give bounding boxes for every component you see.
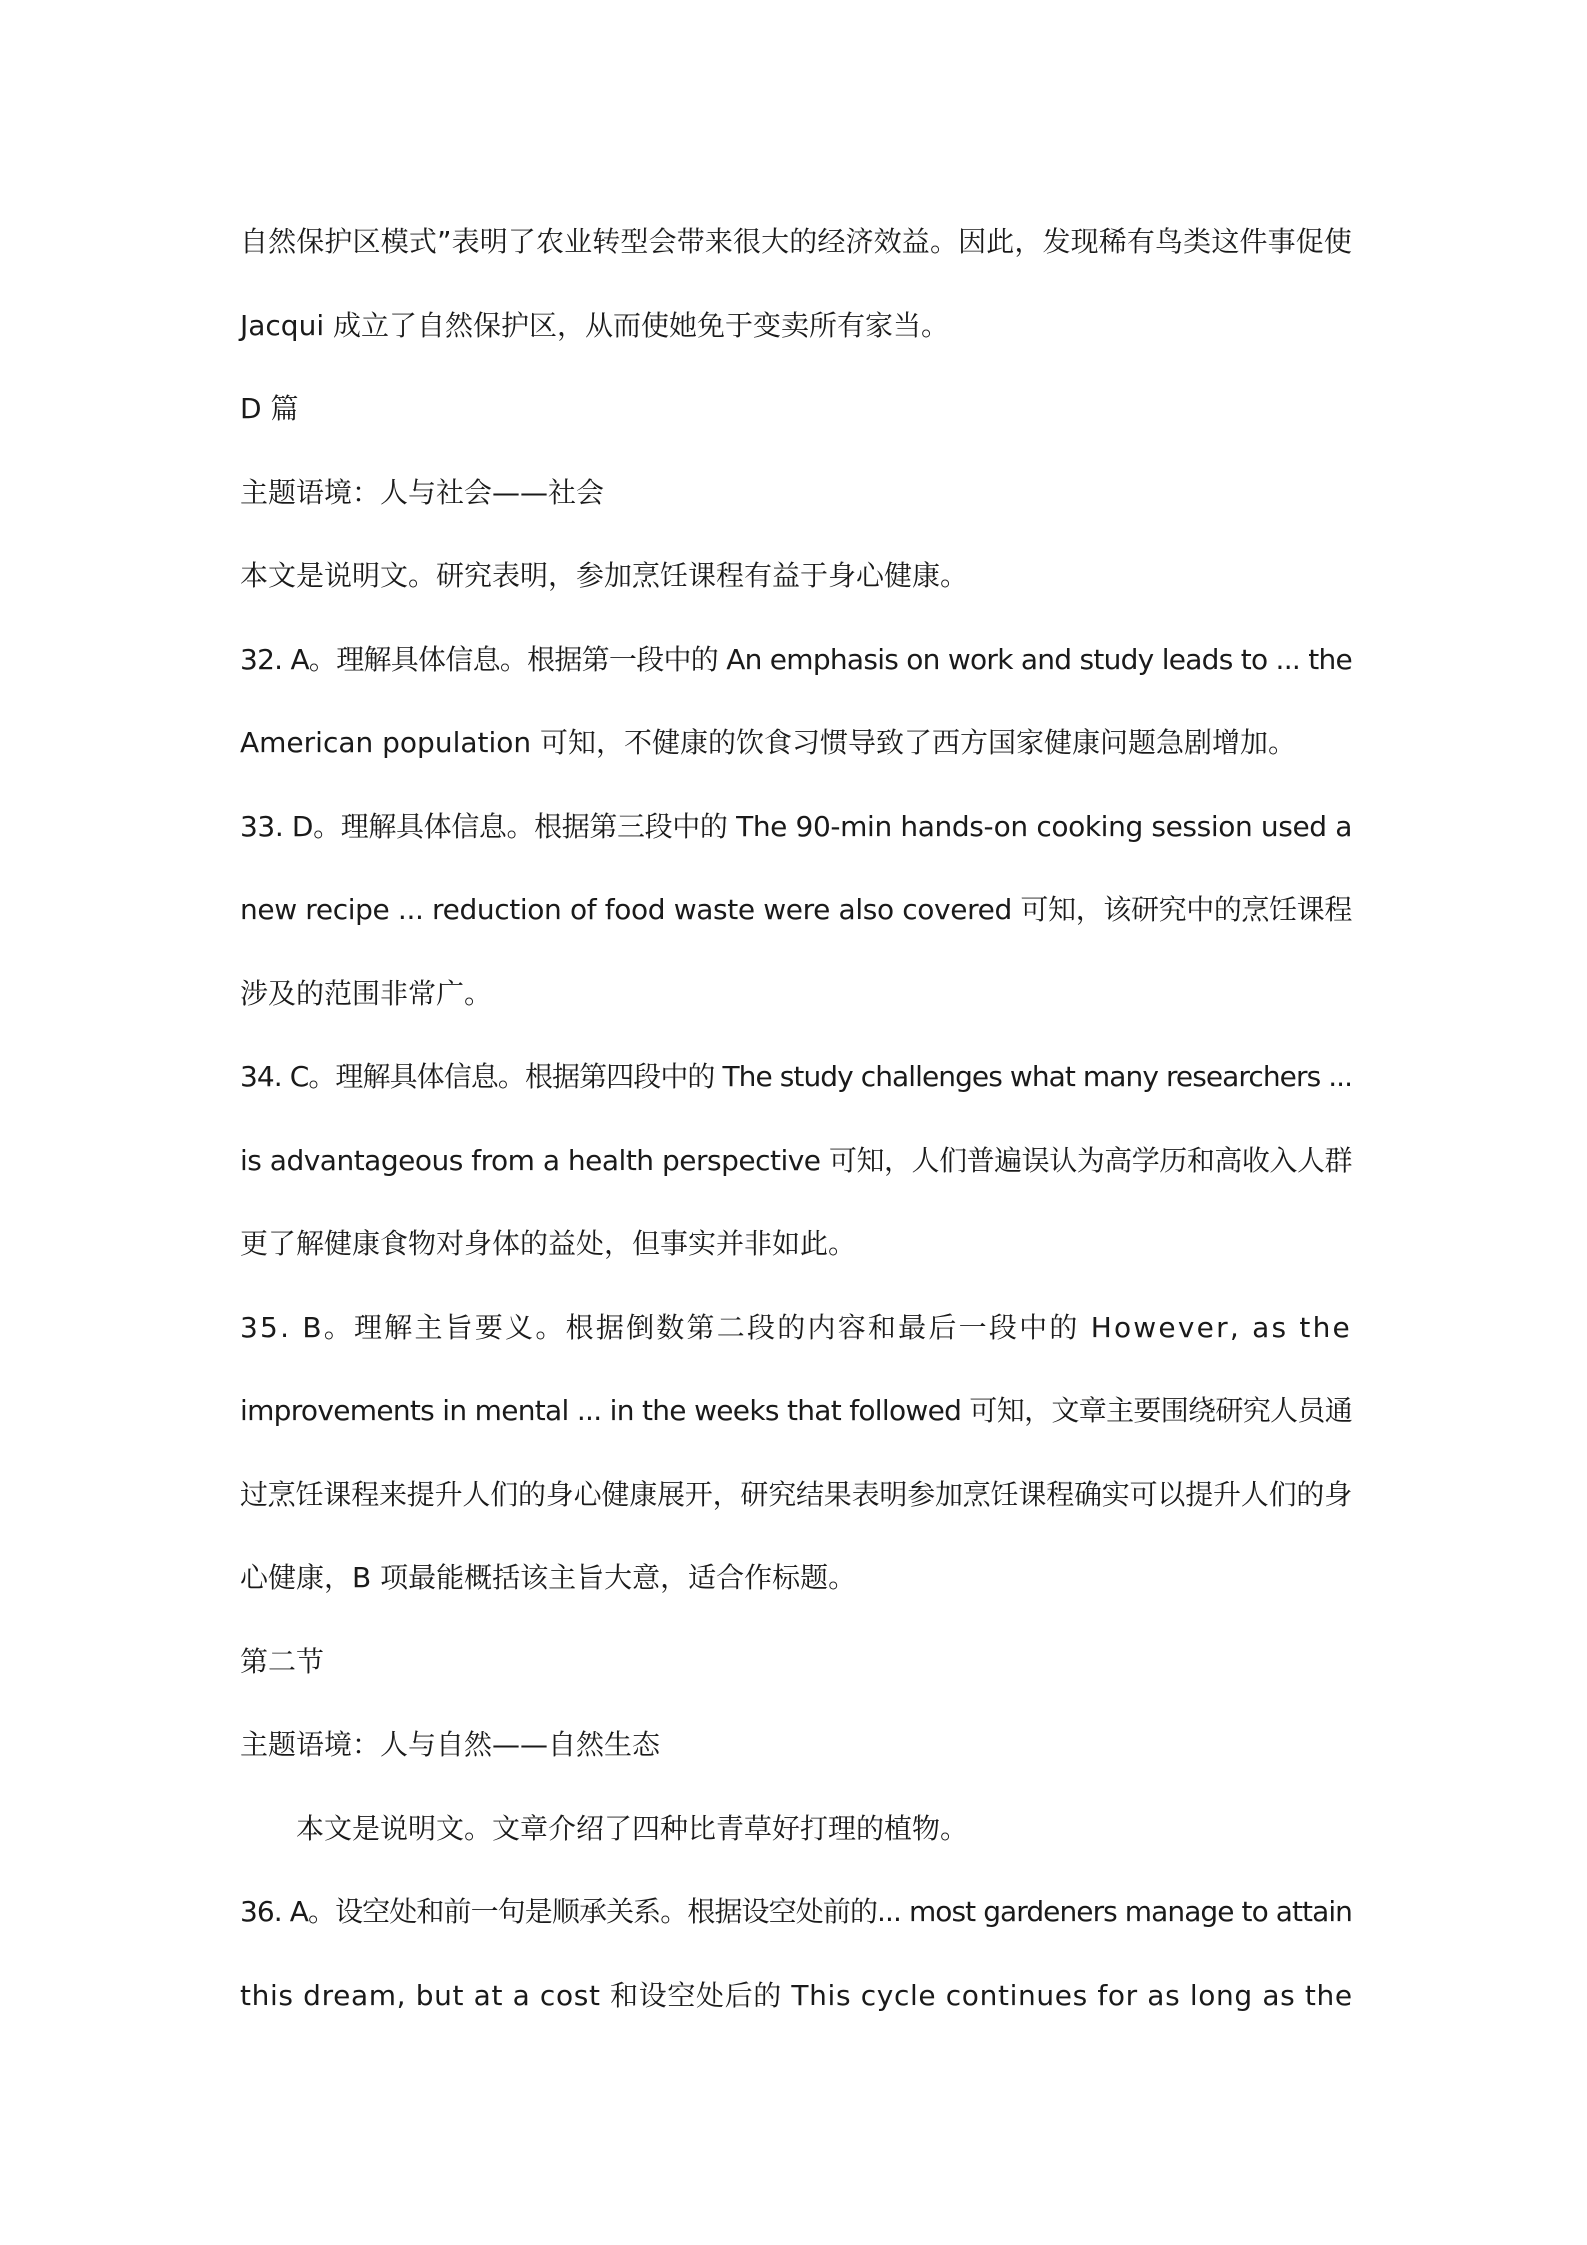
answer-32-line-1: 32. A。理解具体信息。根据第一段中的 An emphasis on work and study leads to ... the bbox=[240, 642, 1352, 676]
answer-33-line-2: new recipe ... reduction of food waste were also covered 可知，该研究中的烹饪课程 bbox=[240, 893, 1353, 926]
answer-33-line-3: 涉及的范围非常广。 bbox=[240, 976, 493, 1010]
section-heading-d: D 篇 bbox=[240, 392, 299, 425]
answer-35-line-2: improvements in mental ... in the weeks that followed 可知，文章主要围绕研究人员通 bbox=[240, 1394, 1352, 1427]
passage-summary: 本文是说明文。研究表明，参加烹饪课程有益于身心健康。 bbox=[240, 559, 969, 592]
answer-34-line-3: 更了解健康食物对身体的益处，但事实并非如此。 bbox=[240, 1227, 857, 1260]
answer-35-line-3: 过烹饪课程来提升人们的身心健康展开，研究结果表明参加烹饪课程确实可以提升人们的身 bbox=[240, 1477, 1352, 1511]
answer-36-line-1: 36. A。设空处和前一句是顺承关系。根据设空处前的... most gardeners manage to attain bbox=[240, 1895, 1352, 1928]
answer-34-line-1: 34. C。理解具体信息。根据第四段中的 The study challenges what many researchers ... bbox=[240, 1060, 1353, 1093]
answer-33-line-1: 33. D。理解具体信息。根据第三段中的 The 90-min hands-on cooking session used a bbox=[240, 809, 1352, 843]
theme-context-line: 主题语境：人与社会——社会 bbox=[240, 475, 605, 509]
document-page bbox=[240, 200, 1352, 2037]
passage-summary-2: 本文是说明文。文章介绍了四种比青草好打理的植物。 bbox=[296, 1811, 969, 1845]
answer-35-line-4: 心健康，B 项最能概括该主旨大意，适合作标题。 bbox=[240, 1561, 857, 1594]
answer-34-line-2: is advantageous from a health perspective 可知，人们普遍误认为高学历和高收入人群 bbox=[240, 1143, 1352, 1177]
answer-36-line-2: this dream, but at a cost 和设空处后的 This cycle continues for as long as the bbox=[240, 1978, 1353, 2012]
theme-context-line-2: 主题语境：人与自然——自然生态 bbox=[240, 1728, 661, 1761]
answer-35-line-1: 35. B。理解主旨要义。根据倒数第二段的内容和最后一段中的 However, as the bbox=[240, 1310, 1352, 1344]
text-line-1: 自然保护区模式”表明了农业转型会带来很大的经济效益。因此，发现稀有鸟类这件事促使 bbox=[240, 225, 1352, 258]
section-heading-part-two: 第二节 bbox=[240, 1644, 325, 1678]
text-line-2: Jacqui 成立了自然保护区，从而使她免于变卖所有家当。 bbox=[240, 308, 950, 342]
answer-32-line-2: American population 可知，不健康的饮食习惯导致了西方国家健康问题急剧增加。 bbox=[240, 726, 1297, 759]
